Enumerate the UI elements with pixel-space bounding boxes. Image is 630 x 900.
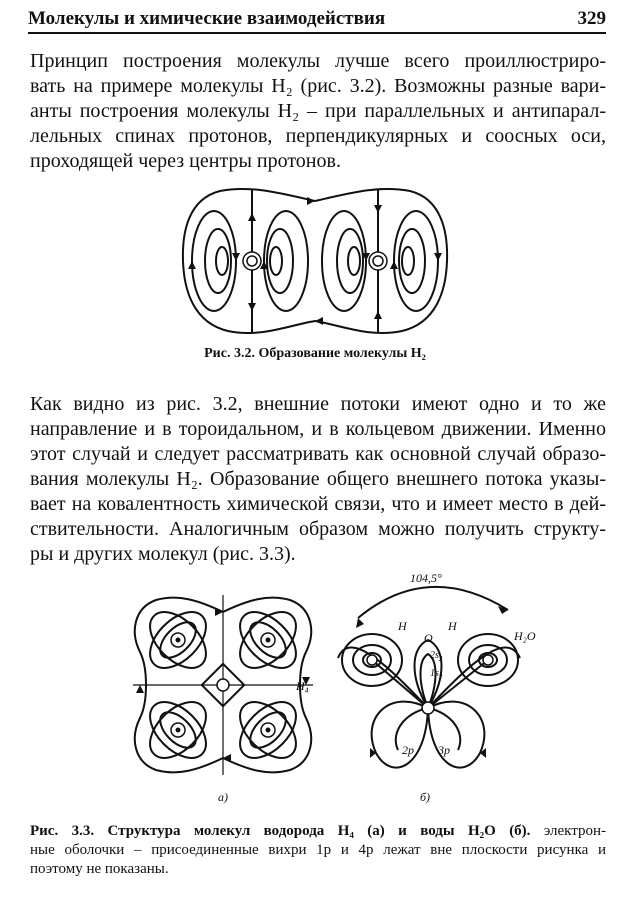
text-line: ствительности. Аналогичным образом можно получить структу- (30, 518, 606, 540)
s1-label: $1s_2$ (430, 668, 443, 681)
h4-label: H₄ (296, 679, 309, 693)
angle-arc (358, 587, 508, 618)
text-line: проходящей через центры протонов. (30, 150, 341, 172)
chapter-title: Молекулы и химические взаимодействия (28, 8, 386, 29)
figure-h4-molecule (128, 590, 318, 780)
caption-line (30, 822, 606, 841)
p2-label: 2p (402, 743, 414, 757)
h-left-label: H (398, 619, 407, 633)
paragraph-discussion (30, 392, 606, 567)
figure-h2-molecule (180, 183, 450, 338)
text-line: этот случай и следует рассматривать как основной случай образо- (30, 443, 606, 465)
h2o-label: H₂O (514, 629, 536, 643)
caption-line: поэтому не показаны. (30, 861, 169, 877)
o-label: O (424, 631, 433, 645)
text-line: ры и других молекул (рис. 3.3). (30, 543, 296, 565)
p3-label: 3p (438, 743, 450, 757)
caption-rest: электрон- (543, 823, 607, 839)
text-line: направление и в тороидальном, и в кольцевом движении. Именно (30, 418, 606, 440)
text-line: вать на примере молекулы H₂ (рис. 3.2). Возможны разные вари- (30, 75, 607, 97)
figure-3-2-caption: Рис. 3.2. Образование молекулы H₂ (204, 346, 426, 361)
caption-line: ные оболочки – присоединенные вихри 1p и 4p лежат вне плоскости рисунка и (30, 842, 606, 858)
proton-right (369, 252, 387, 270)
running-header (28, 6, 606, 34)
figure-3-3-caption (30, 822, 606, 879)
text-line: вает на ковалентность химической связи, что и имеет место в дей- (30, 493, 606, 515)
text-line: Как видно из рис. 3.2, внешние потоки имеют одно и то же (30, 393, 606, 415)
subfigure-label-a: а) (218, 790, 228, 804)
angle-label: 104,5° (410, 571, 442, 585)
caption-bold: Рис. 3.3. Структура молекул водорода H₄ (а) и воды H₂O (б). (30, 823, 531, 839)
text-line: вания молекулы H₂. Образование общего внешнего потока указы- (30, 468, 606, 490)
s2-label: $2s_2$ (430, 650, 443, 663)
text-line: лельных спинах протонов, перпендикулярных и соосных оси, (30, 125, 606, 147)
proton-left (243, 252, 261, 270)
subfigure-label-b: б) (420, 790, 431, 804)
figure-h2o-molecule (330, 568, 560, 783)
page-number: 329 (577, 8, 606, 29)
text-line: анты построения молекулы H₂ – при параллельных и антипарал- (30, 100, 606, 122)
h-right-label: H (448, 619, 457, 633)
text-line: Принцип построения молекулы лучше всего проиллюстриро- (30, 50, 606, 72)
outer-contour (183, 189, 447, 333)
paragraph-intro (30, 49, 606, 174)
